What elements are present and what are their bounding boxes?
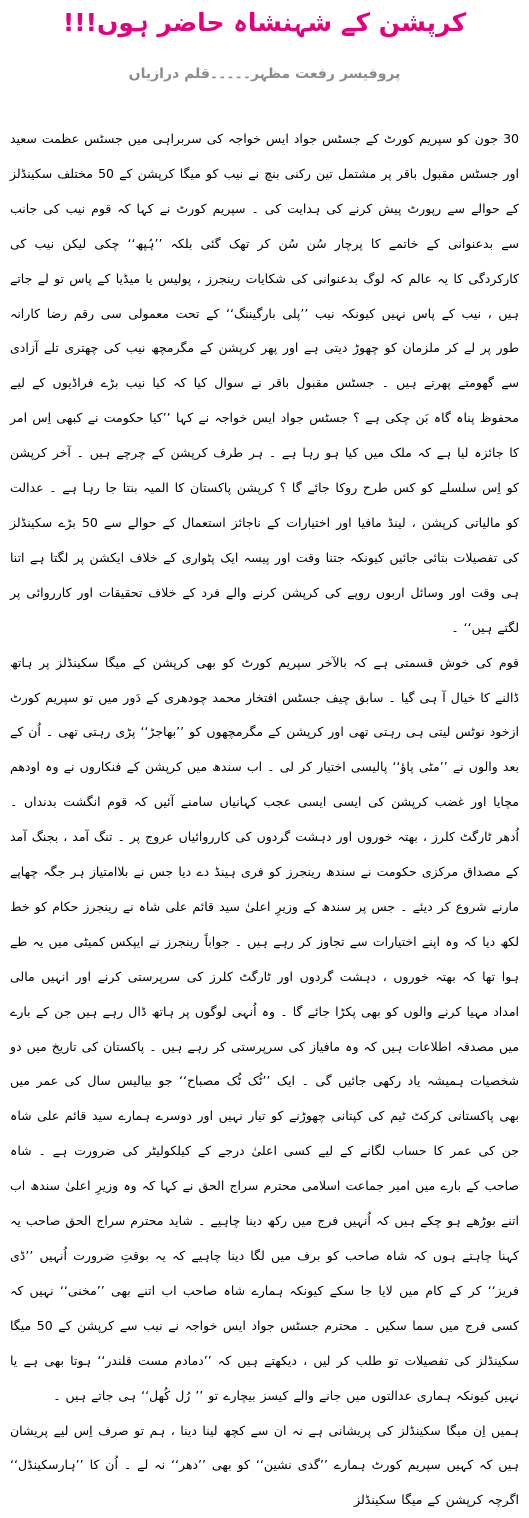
paragraph-1: 30 جون کو سپریم کورٹ کے جسٹس جواد ایس خواجہ کی سربراہی میں جسٹس عظمت سعید اور جسٹس مقبول باقر پر مشتمل تین رکنی بنچ نے نیب کو میگا کرپشن کے 50 مختلف سکینڈلز کے حوالے سے رپورٹ پیش کرنے کی ہدایت کی ۔ سپریم کورٹ نے کہا کہ قوم نیب کی جانب سے بدعنوانی کے خاتمے کا پرچار سُن سُن کر تھک گئی بلکہ ’’ہُپھ‘‘ چکی لیکن نیب کی کارکردگی کا یہ عالم کہ لوگ بدعنوانی کی شکایات رینجرز ، پولیس یا میڈیا کے پاس تو لے جاتے ہیں ، نیب کے پاس نہیں کیونکہ نیب ’’پلی بارگیننگ‘‘ کے تحت معمولی سی رقم رضا کارانہ طور پر لے کر ملزمان کو چھوڑ دیتی ہے اور پھر کرپشن کے مگرمچھ نیب کی چھتری تلے آزادی سے گھومتے پھرتے ہیں ۔ جسٹس مقبول باقر نے سوال کیا کہ کیا نیب بڑے فراڈیوں کے لیے محفوظ پناہ گاہ بَن چکی ہے ؟ جسٹس جواد ایس خواجہ نے کہا ’’کیا حکومت نے کبھی اِس امر کا جائزہ لیا ہے کہ ملک میں کیا ہو رہا ہے ۔ ہر طرف کرپشن کے چرچے ہیں ۔ آخر کرپشن کو اِس سلسلے کو کس طرح روکا جائے گا ؟ کرپشن پاکستان کا المیہ بنتا جا رہا ہے ۔ عدالت کو مالیاتی کرپشن ، لینڈ مافیا اور اختیارات کے ناجائز استعمال کے حوالے سے 50 بڑے سکینڈلز کی تفصیلات بتائی جائیں کیونکہ جتنا وقت اور پیسہ ایک پٹواری کے خلاف ایکشن پر لگتا ہے اتنا ہی وقت اور وسائل اربوں روپے کی کرپشن کرنے والے فرد کے خلاف تحقیقات اور کارروائی پر لگتے ہیں‘‘ ۔	[10, 131, 519, 635]
headline: کرپشن کے شہنشاہ حاضر ہوں!!!	[62, 8, 467, 37]
article-page	[0, 6, 529, 1508]
article-body	[10, 122, 519, 1518]
paragraph-2: قوم کی خوش قسمتی ہے کہ بالآخر سپریم کورٹ کو بھی کرپشن کے میگا سکینڈلز پر ہاتھ ڈالنے کا خیال آ ہی گیا ۔ سابق چیف جسٹس افتخار محمد چودھری کے دَور میں تو سپریم کورٹ ازخود نوٹس لیتی ہی رہتی تھی اور کرپشن کے مگرمچھوں کو ’’بھاجڑ‘‘ پڑی رہتی تھی ۔ اُن کے بعد والوں نے ’’مٹی پاؤ‘‘ پالیسی اختیار کر لی ۔ اب سندھ میں کرپشن کے فنکاروں نے وہ اودھم مچایا اور غضب کرپشن کی ایسی ایسی عجب کہانیاں سامنے آئیں کہ قوم انگشت بدنداں ۔ اُدھر ٹارگٹ کلرز ، بھتہ خوروں اور دہشت گردوں کی کارروائیاں عروج پر ۔ تنگ آمد ، بجنگ آمد کے مصداق مرکزی حکومت نے سندھ رینجرز کو فری ہینڈ دے دیا جس نے بلاامتیاز ہر جگہ چھاپے مارنے شروع کر دیئے ۔ جس پر سندھ کے وزیرِ اعلیٰ سید قائم علی شاہ نے رینجرز حکام کو خط لکھ دیا کہ وہ اپنے اختیارات سے تجاوز کر رہے ہیں ۔ جواباً رینجرز نے ایپکس کمیٹی میں یہ طے ہوا تھا کہ بھتہ خوروں ، دہشت گردوں اور ٹارگٹ کلرز کی سرپرستی کرنے اور انہیں مالی امداد مہیا کرنے والوں کو بھی پکڑا جائے گا ۔ وہ اُنہی لوگوں پر ہاتھ ڈال رہے ہیں جن کے بارے میں مصدقہ اطلاعات ہیں کہ وہ مافیاز کی سرپرستی کر رہے ہیں ۔ پاکستان کی تاریخ میں دو شخصیات ہمیشہ یاد رکھی جائیں گی ۔ ایک ’’ٹُک ٹُک مصباح‘‘ جو بیالیس سال کی عمر میں بھی پاکستانی کرکٹ ٹیم کی کپتانی چھوڑنے کو تیار نہیں اور دوسرے ہمارے سید قائم علی شاہ جن کی عمر کا حساب لگانے کے لیے کسی اعلیٰ درجے کے کیلکولیٹر کی ضرورت ہے ۔ شاہ صاحب کے بارے میں امیر جماعت اسلامی محترم سراج الحق نے کہا کہ وہ وزیرِ اعلیٰ سندھ اب اتنے بوڑھے ہو چکے ہیں کہ اُنہیں فرج میں رکھ دینا چاہیے ۔ شاید محترم سراج الحق صاحب یہ کہنا چاہتے ہوں کہ شاہ صاحب کو برف میں لگا دینا چاہیے کہ یہ بوقتِ ضرورت اُنہیں ’’ڈی فریز‘‘ کر کے کام میں لایا جا سکے کیونکہ ہمارے شاہ صاحب اب اتنے بھی ’’مخنی‘‘ نہیں کہ کسی فرج میں سما سکیں ۔ محترم جسٹس جواد ایس خواجہ نے نیب سے کرپشن کے 50 میگا سکینڈلز کی تفصیلات تو طلب کر لیں ، دیکھتے ہیں کہ ’’دمادم مست قلندر‘‘ ہوتا بھی ہے یا نہیں کیونکہ ہماری عدالتوں میں جانے والے کیسز بیچارے تو ’’ رُل کُھل‘‘ ہی جاتے ہیں ۔	[10, 654, 520, 1403]
paragraph-3: ہمیں اِن میگا سکینڈلز کی پریشانی ہے نہ ان سے کچھ لینا دینا ، ہم تو صرف اِس لیے پریشان ہیں کہ کہیں سپریم کورٹ ہمارے ’’گدی نشین‘‘ کو بھی ’’دھر‘‘ نہ لے ۔ اُن کا ’’ہارسکینڈل‘‘ اگرچہ کرپشن کے میگا سکینڈلز	[10, 1422, 519, 1508]
byline: پروفیسر رفعت مظہر۔۔۔۔۔قلم درازیاں	[128, 66, 401, 82]
